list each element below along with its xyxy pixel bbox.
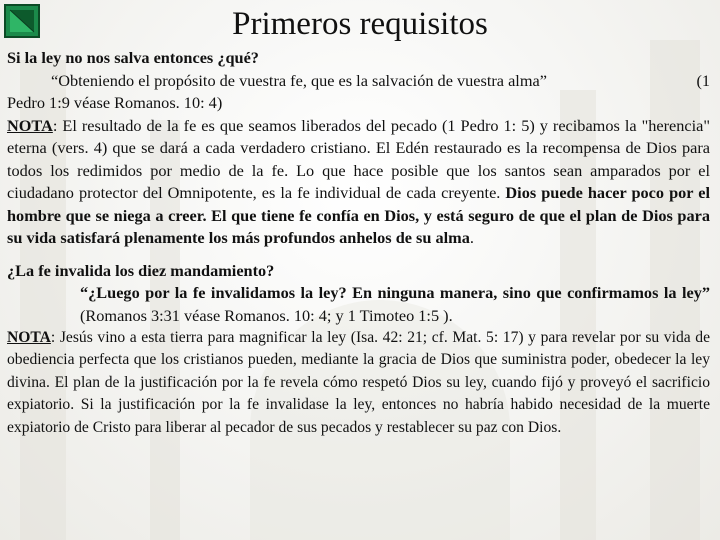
nota-paragraph-1: NOTA: El resultado de la fe es que seamos liberados del pecado (1 Pedro 1: 5) y recibamos la "herencia" eterna (vers. 4) que se dará a cada verdadero cristiano. El Edén restaurado es la recompensa de Dios para todos los redimidos por medio de la fe. Lo que hace posible que los santos sean amparados por el ciudadano protector del Omnipotente, es la fe individual de cada creyente. Dios puede hacer poco por el hombre que se niega a creer. El que tiene fe confía en Dios, y está seguro de que el plan de Dios para su vida satisfará plenamente los más profundos anhelos de su alma. — [7, 115, 710, 247]
question-faith-law: ¿La fe invalida los diez mandamiento? — [7, 260, 275, 280]
slide-content — [7, 47, 710, 439]
quote-reference: Pedro 1:9 véase Romanos. 10: 4) — [7, 93, 223, 112]
nota-label: NOTA — [7, 115, 53, 135]
quote-1-pedro: “Obteniendo el propósito de vuestra fe, que es la salvación de vuestra alma” (1 — [51, 70, 710, 90]
nota-label: NOTA — [7, 329, 51, 346]
slide-title: Primeros requisitos — [232, 6, 488, 42]
nota-paragraph-2: NOTA: Jesús vino a esta tierra para magnificar la ley (Isa. 42: 21; cf. Mat. 5: 17) y para revelar por su vida de obediencia perfecta que los cristianos pueden, mediante la gracia de Dios que suministra poder, obedecer la ley divina. El plan de la justificación por la fe revela cómo respetó Dios su ley, cuando fijó y proveyó el sacrificio expiatorio. Si la justificación por la fe invalidase la ley, entonces no habría habido necesidad de la muerte expiatorio de Cristo para liberar al pecador de sus pecados y restablecer su paz con Dios. — [7, 329, 710, 436]
quote-romanos: “¿Luego por la fe invalidamos la ley? En ninguna manera, sino que confirmamos la ley” (Romanos 3:31 véase Romanos. 10: 4; y 1 Timoteo 1:5 ). — [80, 283, 710, 325]
question-law-salvation: Si la ley no nos salva entonces ¿qué? — [7, 48, 259, 67]
